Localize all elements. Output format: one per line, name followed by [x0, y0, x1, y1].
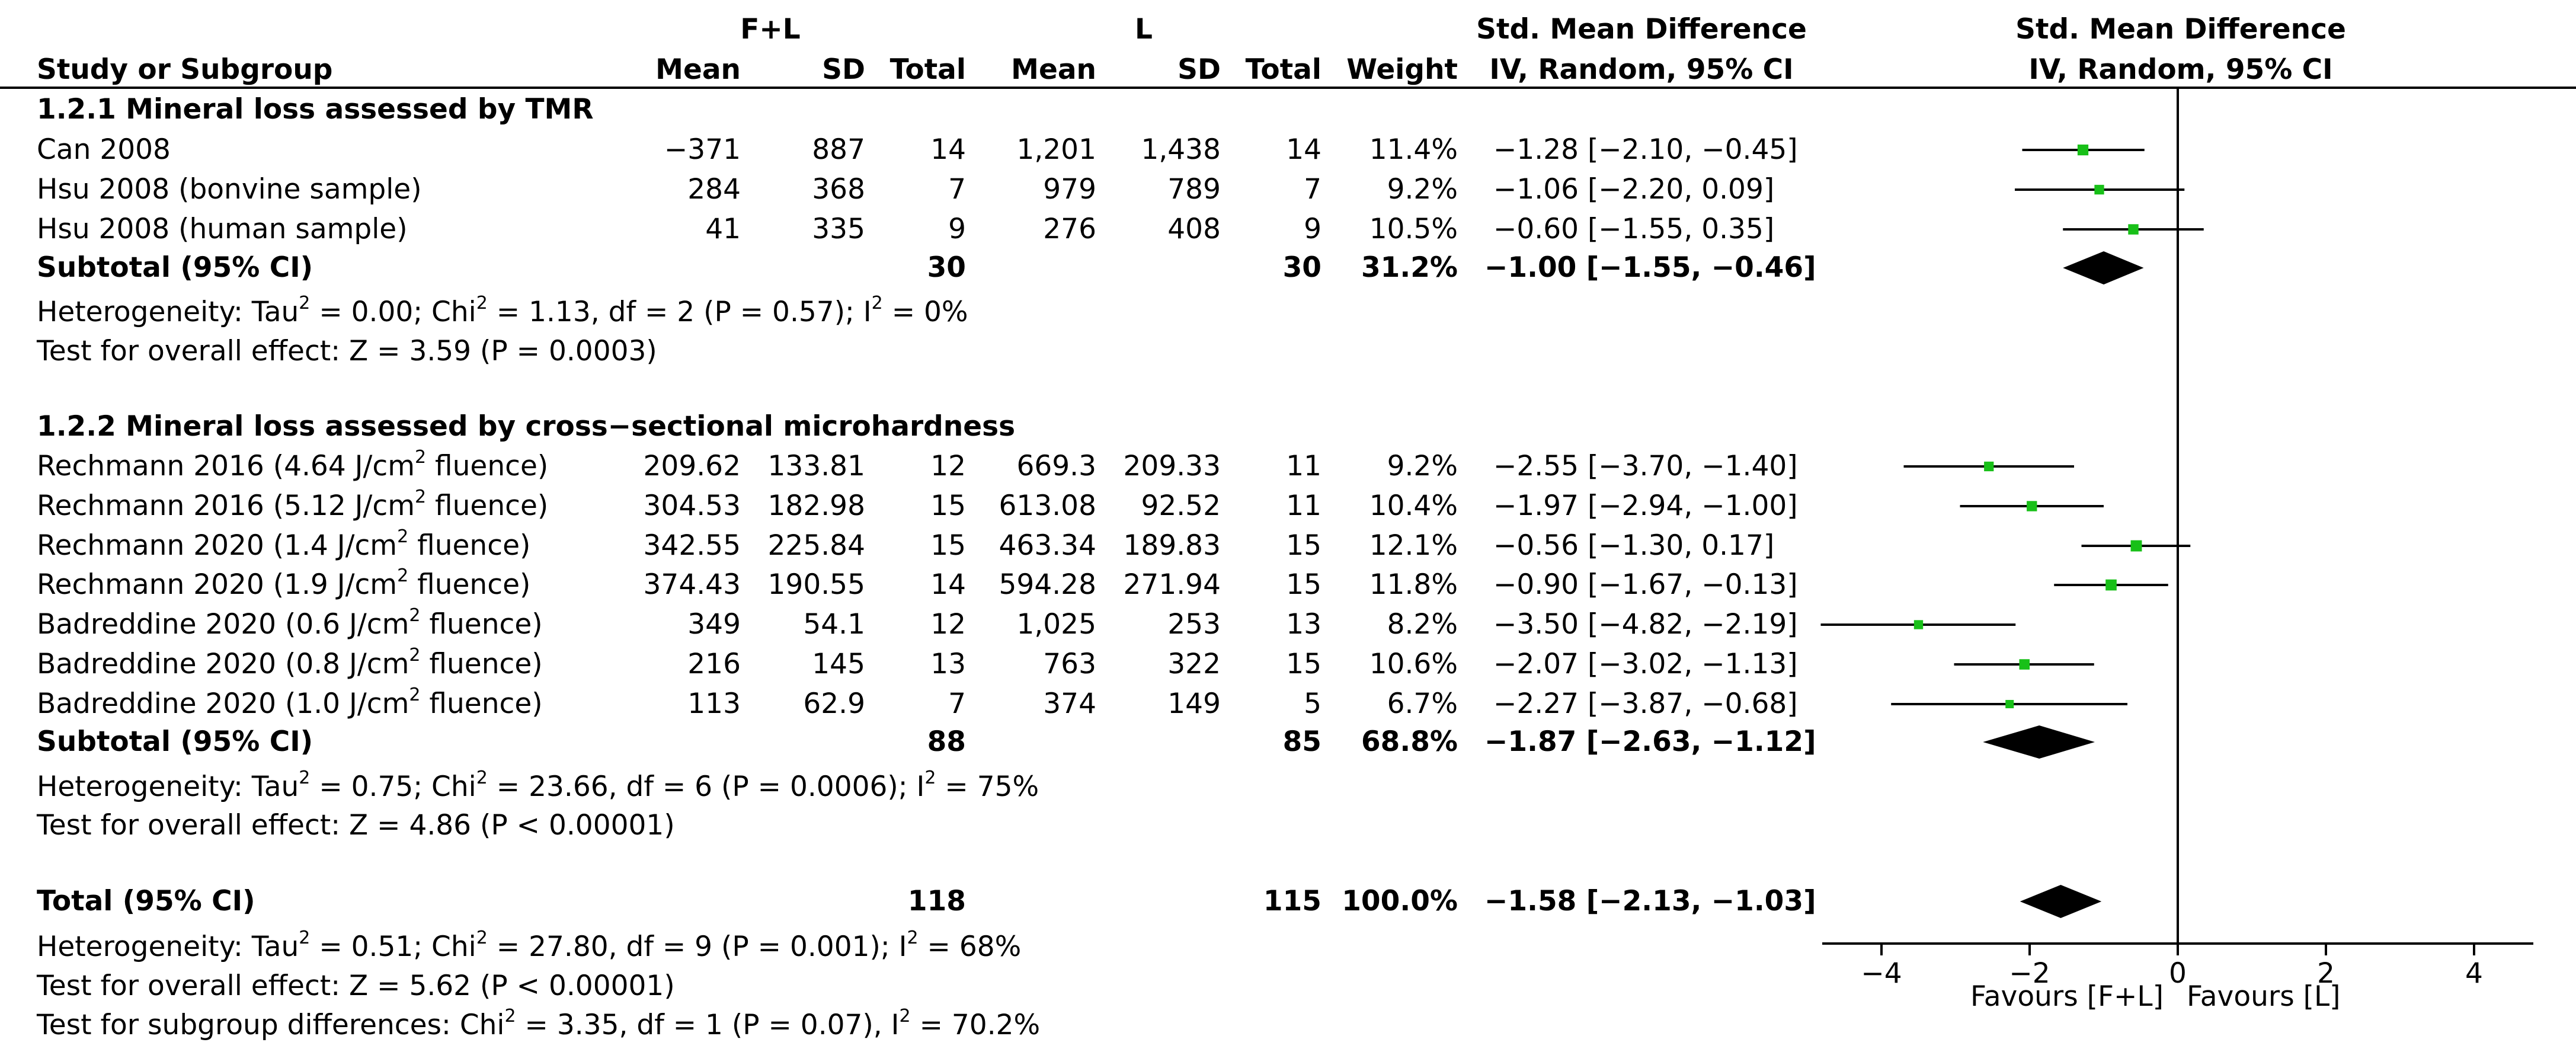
overall-effect-text: Test for overall effect: Z = 5.62 (P < 0.00001) — [37, 970, 675, 1002]
subgroup-title: 1.2.2 Mineral loss assessed by cross−sectional microhardness — [37, 410, 1016, 443]
study-total-fl: 15 — [930, 529, 966, 562]
heterogeneity-text: Heterogeneity: Tau$^2$ = 0.51; Chi$^2$ = 27.80, df = 9 (P = 0.001); $I^2 = 68\%$ — [37, 928, 1022, 963]
overall-effect-text: Test for overall effect: Z = 3.59 (P = 0.0003) — [37, 335, 657, 367]
study-sd-fl: 368 — [812, 173, 865, 206]
col-weight: Weight — [1346, 53, 1458, 86]
study-total-l: 9 — [1304, 213, 1321, 245]
pooled-diamond — [1983, 725, 2095, 759]
study-name: Can 2008 — [37, 133, 171, 166]
study-total-fl: 14 — [930, 568, 966, 601]
study-sd-l: 789 — [1167, 173, 1221, 206]
study-ci: −1.97 [−2.94, −1.00] — [1493, 490, 1798, 522]
study-mean-fl: 41 — [705, 213, 741, 245]
study-sd-l: 92.52 — [1141, 490, 1221, 522]
subtotal-weight: 68.8% — [1361, 725, 1458, 758]
study-weight: 10.5% — [1369, 213, 1458, 245]
favours-left-label: Favours [F+L] — [1970, 980, 2164, 1013]
study-sd-fl: 225.84 — [767, 529, 865, 562]
study-mean-fl: 209.62 — [643, 450, 741, 482]
study-total-fl: 7 — [948, 173, 966, 206]
study-total-fl: 12 — [930, 608, 966, 641]
study-mean-fl: 342.55 — [643, 529, 741, 562]
study-sd-l: 1,438 — [1141, 133, 1221, 166]
study-point-marker — [2128, 224, 2138, 234]
study-mean-fl: 216 — [687, 648, 741, 680]
total-weight: 100.0% — [1342, 885, 1458, 917]
study-mean-l: 463.34 — [999, 529, 1096, 562]
study-mean-l: 763 — [1043, 648, 1096, 680]
pooled-diamond — [2063, 251, 2143, 284]
group-header-l: L — [1135, 13, 1153, 46]
study-ci: −0.60 [−1.55, 0.35] — [1493, 213, 1775, 245]
study-total-l: 11 — [1286, 490, 1321, 522]
study-point-marker — [2027, 501, 2037, 511]
col-sd-fl: SD — [822, 53, 865, 86]
study-name: Badreddine 2020 (1.0 $J/cm^2$ fluence) — [37, 685, 543, 720]
study-ci: −2.27 [−3.87, −0.68] — [1493, 688, 1798, 720]
study-sd-fl: 335 — [812, 213, 865, 245]
study-sd-fl: 887 — [812, 133, 865, 166]
study-point-marker — [1984, 462, 1993, 471]
study-total-fl: 7 — [948, 688, 966, 720]
study-name: Rechmann 2020 (1.4 $J/cm^2$ fluence) — [37, 526, 531, 562]
study-mean-l: 1,025 — [1016, 608, 1096, 641]
study-total-l: 11 — [1286, 450, 1321, 482]
study-name: Rechmann 2020 (1.9 $J/cm^2$ fluence) — [37, 565, 531, 601]
study-total-fl: 13 — [930, 648, 966, 680]
study-point-marker — [2105, 580, 2117, 591]
study-weight: 10.4% — [1369, 490, 1458, 522]
study-sd-l: 209.33 — [1123, 450, 1221, 482]
study-name: Badreddine 2020 (0.8 $J/cm^2$ fluence) — [37, 645, 543, 680]
study-mean-l: 613.08 — [999, 490, 1096, 522]
study-ci: −0.56 [−1.30, 0.17] — [1493, 529, 1775, 562]
study-total-l: 15 — [1286, 568, 1321, 601]
study-weight: 11.8% — [1369, 568, 1458, 601]
overall-effect-text: Test for overall effect: Z = 4.86 (P < 0.00001) — [37, 809, 675, 842]
study-total-fl: 15 — [930, 490, 966, 522]
col-total-l: Total — [1245, 53, 1321, 86]
study-mean-l: 979 — [1043, 173, 1096, 206]
study-name: Badreddine 2020 (0.6 $J/cm^2$ fluence) — [37, 605, 543, 641]
study-weight: 10.6% — [1369, 648, 1458, 680]
subtotal-total-fl: 88 — [927, 725, 966, 758]
plot-method: IV, Random, 95% CI — [2028, 53, 2333, 86]
study-point-marker — [2005, 700, 2014, 708]
study-total-l: 7 — [1304, 173, 1321, 206]
study-mean-fl: 374.43 — [643, 568, 741, 601]
study-weight: 9.2% — [1387, 173, 1458, 206]
group-header-fl: F+L — [740, 13, 801, 46]
subtotal-total-fl: 30 — [927, 251, 966, 284]
study-total-l: 5 — [1304, 688, 1321, 720]
subtotal-ci: −1.00 [−1.55, −0.46] — [1484, 251, 1816, 284]
study-sd-l: 271.94 — [1123, 568, 1221, 601]
total-total-l: 115 — [1263, 885, 1321, 917]
col-mean-fl: Mean — [655, 53, 741, 86]
subtotal-total-l: 30 — [1282, 251, 1321, 284]
col-total-fl: Total — [889, 53, 966, 86]
smd-method: IV, Random, 95% CI — [1489, 53, 1794, 86]
study-mean-l: 374 — [1043, 688, 1096, 720]
favours-right-label: Favours [L] — [2187, 980, 2341, 1013]
subtotal-label: Subtotal (95% CI) — [37, 251, 313, 284]
col-sd-l: SD — [1177, 53, 1221, 86]
study-mean-fl: 349 — [687, 608, 741, 641]
study-mean-fl: 304.53 — [643, 490, 741, 522]
heterogeneity-text: Heterogeneity: Tau$^2$ = 0.00; Chi$^2$ = 1.13, df = 2 (P = 0.57); $I^2 = 0\%$ — [37, 293, 968, 328]
study-mean-l: 594.28 — [999, 568, 1096, 601]
study-mean-fl: 284 — [687, 173, 741, 206]
x-tick-label: 2 — [2317, 957, 2335, 990]
study-total-fl: 14 — [930, 133, 966, 166]
study-name: Rechmann 2016 (5.12 $J/cm^2$ fluence) — [37, 487, 549, 522]
study-total-l: 15 — [1286, 648, 1321, 680]
total-label: Total (95% CI) — [37, 885, 255, 917]
subgroup-differences-text: Test for subgroup differences: Chi$^2$ = 3.35, df = 1 (P = 0.07), $I^2 = 70.2\%$ — [37, 1006, 1041, 1041]
study-ci: −1.28 [−2.10, −0.45] — [1493, 133, 1798, 166]
study-weight: 9.2% — [1387, 450, 1458, 482]
subgroup-title: 1.2.1 Mineral loss assessed by TMR — [37, 93, 594, 126]
study-mean-l: 276 — [1043, 213, 1096, 245]
study-weight: 8.2% — [1387, 608, 1458, 641]
study-ci: −0.90 [−1.67, −0.13] — [1493, 568, 1798, 601]
plot-title: Std. Mean Difference — [2015, 13, 2346, 46]
study-sd-l: 322 — [1167, 648, 1221, 680]
study-sd-l: 253 — [1167, 608, 1221, 641]
study-mean-l: 669.3 — [1016, 450, 1096, 482]
total-total-fl: 118 — [907, 885, 966, 917]
study-sd-l: 189.83 — [1123, 529, 1221, 562]
study-sd-fl: 133.81 — [767, 450, 865, 482]
study-point-marker — [2078, 145, 2088, 155]
study-sd-l: 149 — [1167, 688, 1221, 720]
study-total-l: 15 — [1286, 529, 1321, 562]
study-point-marker — [2019, 659, 2030, 670]
x-tick-label: −2 — [2009, 957, 2050, 990]
study-point-marker — [2131, 541, 2142, 552]
study-total-fl: 12 — [930, 450, 966, 482]
study-mean-fl: −371 — [664, 133, 741, 166]
study-mean-fl: 113 — [687, 688, 741, 720]
study-sd-fl: 62.9 — [803, 688, 865, 720]
pooled-diamond — [2020, 885, 2102, 918]
study-sd-fl: 145 — [812, 648, 865, 680]
study-sd-fl: 190.55 — [767, 568, 865, 601]
subtotal-ci: −1.87 [−2.63, −1.12] — [1484, 725, 1816, 758]
study-name: Rechmann 2016 (4.64 $J/cm^2$ fluence) — [37, 447, 549, 482]
study-ci: −2.55 [−3.70, −1.40] — [1493, 450, 1798, 482]
study-name: Hsu 2008 (human sample) — [37, 213, 408, 245]
study-ci: −3.50 [−4.82, −2.19] — [1493, 608, 1798, 641]
study-sd-l: 408 — [1167, 213, 1221, 245]
x-tick-label: 0 — [2169, 957, 2187, 990]
study-ci: −1.06 [−2.20, 0.09] — [1493, 173, 1775, 206]
study-sd-fl: 182.98 — [767, 490, 865, 522]
study-weight: 11.4% — [1369, 133, 1458, 166]
subtotal-total-l: 85 — [1282, 725, 1321, 758]
study-point-marker — [1914, 620, 1923, 629]
subtotal-weight: 31.2% — [1361, 251, 1458, 284]
study-mean-l: 1,201 — [1016, 133, 1096, 166]
study-weight: 12.1% — [1369, 529, 1458, 562]
study-name: Hsu 2008 (bonvine sample) — [37, 173, 422, 206]
heterogeneity-text: Heterogeneity: Tau$^2$ = 0.75; Chi$^2$ = 23.66, df = 6 (P = 0.0006); $I^2 = 75\%$ — [37, 768, 1039, 803]
col-study: Study or Subgroup — [37, 53, 333, 86]
x-tick-label: 4 — [2465, 957, 2483, 990]
study-ci: −2.07 [−3.02, −1.13] — [1493, 648, 1798, 680]
study-total-l: 14 — [1286, 133, 1321, 166]
subtotal-label: Subtotal (95% CI) — [37, 725, 313, 758]
col-mean-l: Mean — [1011, 53, 1096, 86]
study-total-l: 13 — [1286, 608, 1321, 641]
smd-title: Std. Mean Difference — [1476, 13, 1807, 46]
x-tick-label: −4 — [1861, 957, 1902, 990]
study-total-fl: 9 — [948, 213, 966, 245]
study-sd-fl: 54.1 — [803, 608, 865, 641]
total-ci: −1.58 [−2.13, −1.03] — [1484, 885, 1816, 917]
study-weight: 6.7% — [1387, 688, 1458, 720]
study-point-marker — [2094, 185, 2104, 194]
